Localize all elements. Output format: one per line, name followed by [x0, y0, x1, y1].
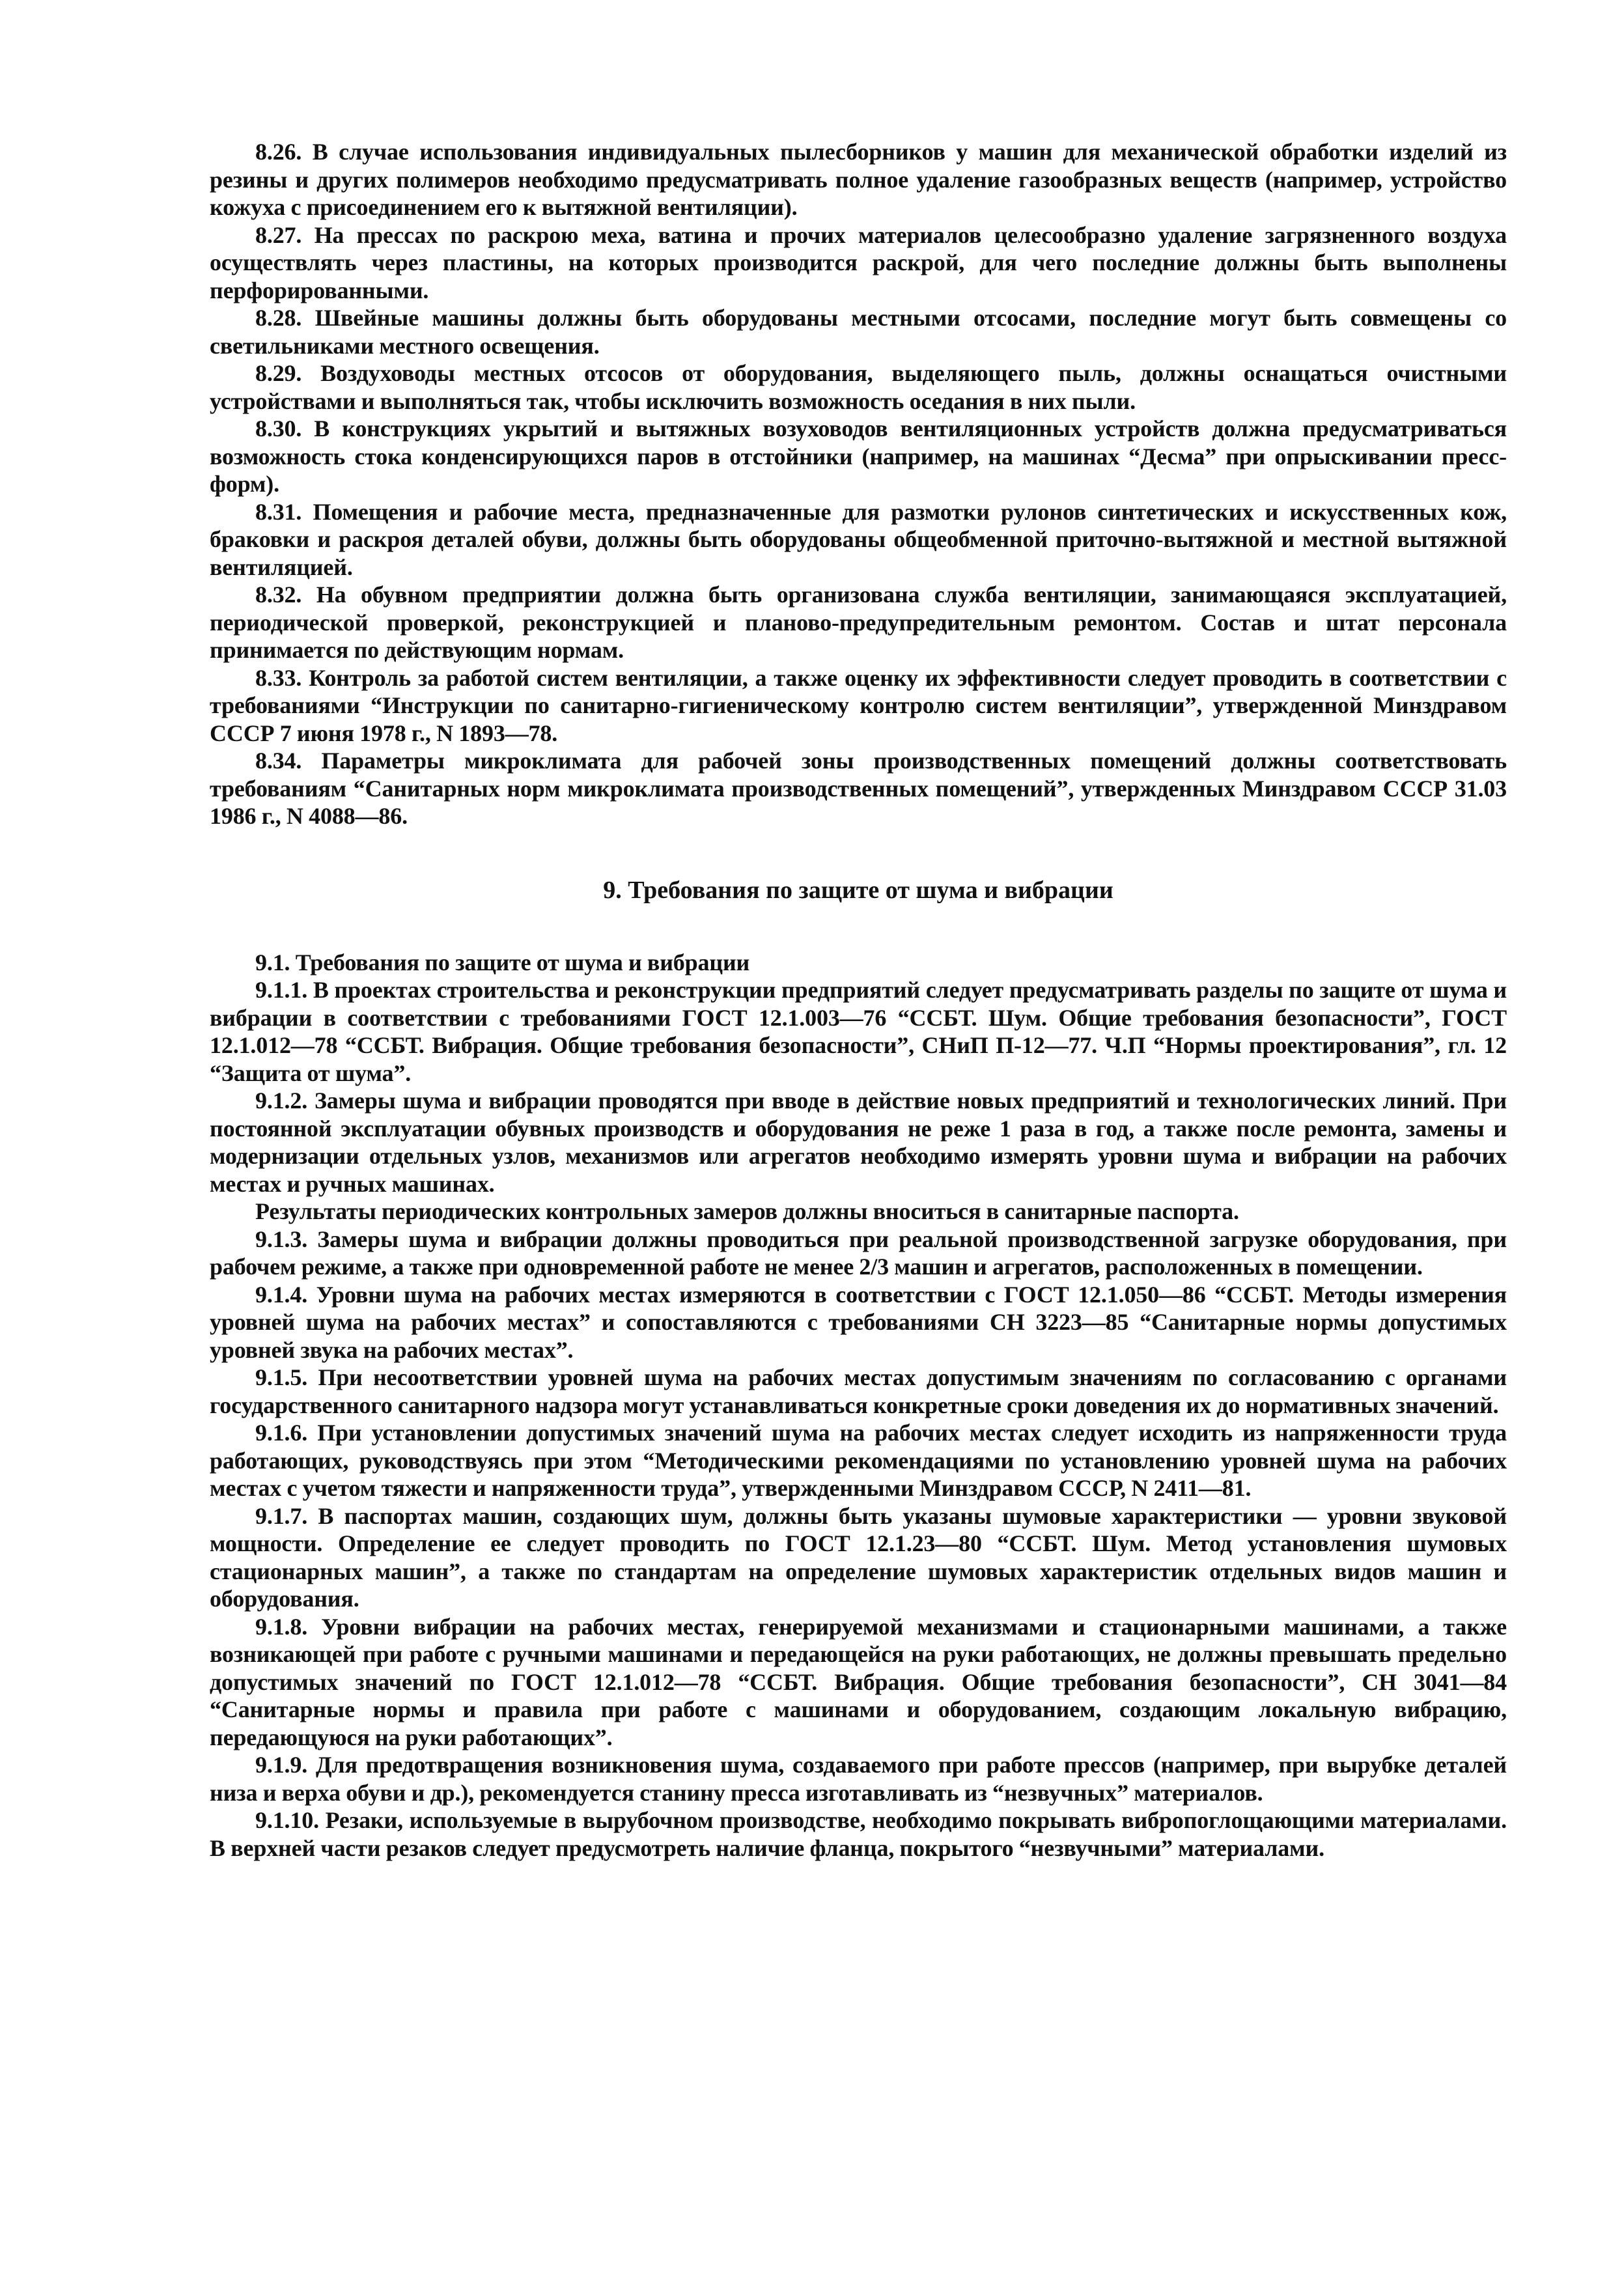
paragraph-9-1-4: 9.1.4. Уровни шума на рабочих местах измеряются в соответствии с ГОСТ 12.1.050—86 “ССБТ. Методы измерения уровней шума на рабочих местах” и сопоставляются с требованиями СН 3223—85 “Санитарные нормы допустимых уровней звука на рабочих местах”.: [210, 1281, 1507, 1363]
paragraph-8-34: 8.34. Параметры микроклимата для рабочей зоны производственных помещений должны соответствовать требованиям “Санитарных норм микроклимата производственных помещений”, утвержденных Минздравом СССР 31.03 1986 г., N 4088—86.: [210, 748, 1507, 829]
paragraph-8-33: 8.33. Контроль за работой систем вентиляции, а также оценку их эффективности следует проводить в соответствии с требованиями “Инструкции по санитарно-гигиеническому контролю систем вентиляции”, утвержденной Минздравом СССР 7 июня 1978 г., N 1893—78.: [210, 664, 1507, 746]
paragraph-9-1: 9.1. Требования по защите от шума и вибрации: [255, 949, 750, 976]
paragraph-9-1-3: 9.1.3. Замеры шума и вибрации должны проводиться при реальной производственной загрузке оборудования, при рабочем режиме, а также при одновременной работе не менее 2/3 машин и агрегатов, расположенных в помещении.: [210, 1226, 1507, 1280]
paragraph-9-1-10: 9.1.10. Резаки, используемые в вырубочном производстве, необходимо покрывать вибропоглощающими материалами. В верхней части резаков следует предусмотреть наличие фланца, покрытого “незвучными” материалами.: [210, 1807, 1507, 1861]
paragraph-8-29: 8.29. Воздуховоды местных отсосов от оборудования, выделяющего пыль, должны оснащаться очистными устройствами и выполняться так, чтобы исключить возможность оседания в них пыли.: [210, 360, 1507, 414]
paragraph-8-32: 8.32. На обувном предприятии должна быть организована служба вентиляции, занимающаяся эксплуатацией, периодической проверкой, реконструкцией и планово-предупредительным ремонтом. Состав и штат персонала принимается по действующим нормам.: [210, 582, 1507, 663]
section-9-heading: 9. Требования по защите от шума и вибрации: [603, 876, 1113, 904]
text-column: [210, 138, 1507, 1862]
paragraph-9-1-1: 9.1.1. В проектах строительства и реконструкции предприятий следует предусматривать разделы по защите от шума и вибрации в соответствии с требованиями ГОСТ 12.1.003—76 “ССБТ. Шум. Общие требования безопасности”, ГОСТ 12.1.012—78 “ССБТ. Вибрация. Общие требования безопасности”, СНиП П-12—77. Ч.П “Нормы проектирования”, гл. 12 “Защита от шума”.: [210, 977, 1507, 1086]
paragraph-9-1-8: 9.1.8. Уровни вибрации на рабочих местах, генерируемой механизмами и стационарными машинами, а также возникающей при работе с ручными машинами и передающейся на руки работающих, не должны превышать предельно допустимых значений по ГОСТ 12.1.012—78 “ССБТ. Вибрация. Общие требования безопасности”, СН 3041—84 “Санитарные нормы и правила при работе с машинами и оборудованием, создающим локальную вибрацию, передающуюся на руки работающих”.: [210, 1613, 1507, 1750]
paragraph-8-30: 8.30. В конструкциях укрытий и вытяжных возуховодов вентиляционных устройств должна предусматриваться возможность стока конденсирующихся паров в отстойники (например, на машинах “Десма” при опрыскивании пресс-форм).: [210, 415, 1507, 497]
paragraph-8-28: 8.28. Швейные машины должны быть оборудованы местными отсосами, последние могут быть совмещены со светильниками местного освещения.: [210, 305, 1507, 359]
paragraph-9-1-7: 9.1.7. В паспортах машин, создающих шум, должны быть указаны шумовые характеристики — уровни звуковой мощности. Определение ее следует проводить по ГОСТ 12.1.23—80 “ССБТ. Шум. Метод установления шумовых стационарных машин”, а также по стандартам на определение шумовых характеристик отдельных видов машин и оборудования.: [210, 1502, 1507, 1612]
paragraph-8-31: 8.31. Помещения и рабочие места, предназначенные для размотки рулонов синтетических и искусственных кож, браковки и раскроя деталей обуви, должны быть оборудованы общеобменной приточно-вытяжной и местной вытяжной вентиляцией.: [210, 498, 1507, 580]
paragraph-8-26: 8.26. В случае использования индивидуальных пылесборников у машин для механической обработки изделий из резины и других полимеров необходимо предусматривать полное удаление газообразных веществ (например, устройство кожуха с присоединением его к вытяжной вентиляции).: [210, 139, 1507, 220]
paragraph-8-27: 8.27. На прессах по раскрою меха, ватина и прочих материалов целесообразно удаление загрязненного воздуха осуществлять через пластины, на которых производится раскрой, для чего последние должны быть выполнены перфорированными.: [210, 221, 1507, 303]
paragraph-9-1-5: 9.1.5. При несоответствии уровней шума на рабочих местах допустимым значениям по согласованию с органами государственного санитарного надзора могут устанавливаться конкретные сроки доведения их до нормативных значений.: [210, 1364, 1507, 1418]
paragraph-9-1-2: 9.1.2. Замеры шума и вибрации проводятся при вводе в действие новых предприятий и технологических линий. При постоянной эксплуатации обувных производств и оборудования не реже 1 раза в год, а также после ремонта, замены и модернизации отдельных узлов, механизмов или агрегатов необходимо измерять уровни шума и вибрации на рабочих местах и ручных машинах.: [210, 1088, 1507, 1197]
paragraph-9-1-9: 9.1.9. Для предотвращения возникновения шума, создаваемого при работе прессов (например, при вырубке деталей низа и верха обуви и др.), рекомендуется станину пресса изготавливать из “незвучных” материалов.: [210, 1752, 1507, 1806]
paragraph-9-1-6: 9.1.6. При установлении допустимых значений шума на рабочих местах следует исходить из напряженности труда работающих, руководствуясь при этом “Методическими рекомендациями по установлению уровней шума на рабочих местах с учетом тяжести и напряженности труда”, утвержденными Минздравом СССР, N 2411—81.: [210, 1420, 1507, 1501]
paragraph-9-1-2-results: Результаты периодических контрольных замеров должны вноситься в санитарные паспорта.: [255, 1198, 1239, 1224]
